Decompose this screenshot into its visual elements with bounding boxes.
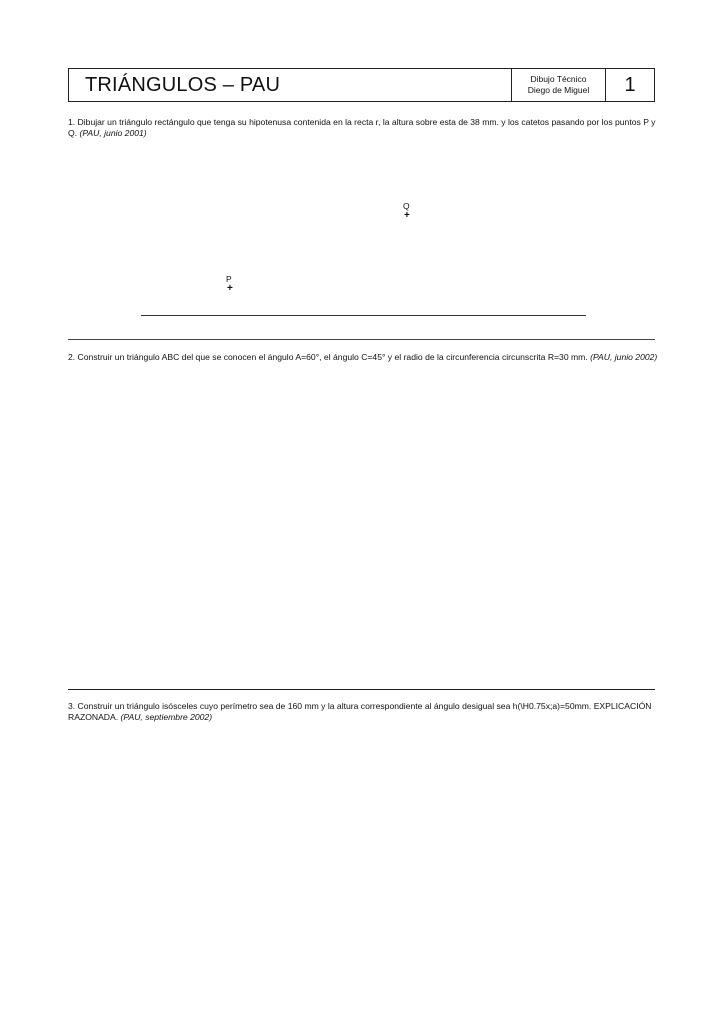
page-title: TRIÁNGULOS – PAU	[85, 73, 281, 96]
author-block	[511, 69, 605, 101]
point-p-label: P	[226, 274, 232, 284]
question-3-text: 3. Construir un triángulo isósceles cuyo perímetro sea de 160 mm y la altura correspondiente al ángulo desigual sea h(\H0.75x;a)=50mm. EXPLICACIÓN RAZONADA.	[68, 701, 652, 722]
author-name: Diego de Miguel	[527, 85, 590, 95]
section-divider-1	[68, 339, 655, 340]
point-p-marker: +	[227, 283, 233, 294]
header-box	[68, 68, 655, 102]
question-1-text: 1. Dibujar un triángulo rectángulo que tenga su hipotenusa contenida en la recta r, la altura sobre esta de 38 mm. y los catetos pasando por los puntos P y Q.	[68, 117, 656, 138]
question-2	[68, 352, 658, 363]
question-2-text: 2. Construir un triángulo ABC del que se conocen el ángulo A=60°, el ángulo C=45° y el radio de la circunferencia circunscrita R=30 mm.	[68, 352, 588, 362]
question-1	[68, 117, 658, 139]
point-q-marker: +	[404, 210, 410, 221]
subject-label: Dibujo Técnico	[530, 74, 587, 84]
question-1-source: (PAU, junio 2001)	[79, 128, 147, 138]
point-q-label: Q	[403, 201, 410, 211]
question-2-source: (PAU, junio 2002)	[590, 352, 658, 362]
line-r	[141, 315, 586, 316]
page-number: 1	[605, 69, 654, 101]
question-3-source: (PAU, septiembre 2002)	[120, 712, 213, 722]
section-divider-2	[68, 689, 655, 690]
question-3	[68, 701, 658, 723]
